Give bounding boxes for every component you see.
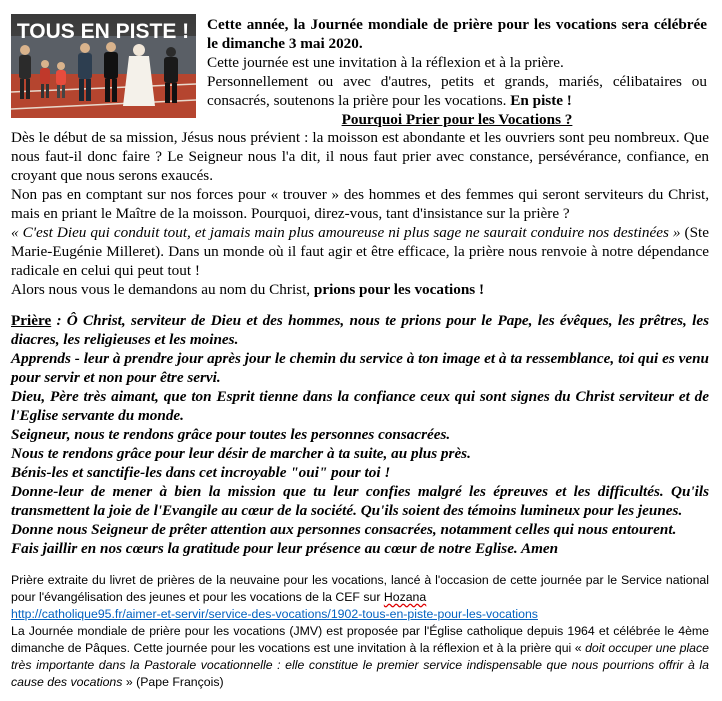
body-call-bold: prions pour les vocations !: [313, 281, 485, 298]
prayer-label: Prière: [11, 312, 52, 329]
prayer-intro-text: : Ô Christ, serviteur de Dieu et des hommes, nous te prions pour le Pape, les évêques, les prêtres, les diacres, les religieuses et les moines.: [11, 312, 709, 348]
prayer-intro: [11, 311, 709, 349]
prayer-line: Seigneur, nous te rendons grâce pour toutes les personnes consacrées.: [11, 426, 451, 443]
header-title: Cette année, la Journée mondiale de prière pour les vocations sera célébrée le dimanche 3 mai 2020.: [207, 16, 707, 52]
prayer-block: [11, 311, 709, 558]
body-paragraph-2: Non pas en comptant sur nos forces pour « trouver » des hommes et des femmes qui seront serviteurs du Christ, mais en priant le Maître de la moisson. Pourquoi, direz-vous, tant d'insistance sur la prière ?: [11, 186, 709, 222]
photo-caption: TOUS EN PISTE !: [16, 20, 190, 43]
body-paragraph-1: Dès le début de sa mission, Jésus nous prévient : la moisson est abondante et les ouvriers sont peu nombreux. Que nous faut-il donc faire ? Le Seigneur nous l'a dit, il nous faut prier avec constance, persévérance, confiance, en croyant que nous serons exaucés.: [11, 129, 709, 184]
body-block: [11, 128, 709, 299]
source-hozana: Hozana: [383, 590, 427, 604]
body-paragraph-4: [11, 280, 709, 299]
prayer-line: Bénis-les et sanctifie-les dans cet incroyable "oui" pour toi !: [11, 464, 391, 481]
header-support-text: Personnellement ou avec d'autres, petits et grands, mariés, célibataires ou consacrés, soutenons la prière pour les vocations.: [207, 73, 707, 109]
jmv-quote: doit occuper une place très importante dans la Pastorale vocationnelle : elle constitue le premier service indispensable que nous pourrions offrir à la cause des vocations: [11, 641, 709, 689]
body-quote: « C'est Dieu qui conduit tout, et jamais main plus amoureuse ni plus sage ne saurait conduire nos destinées »: [11, 224, 681, 241]
source-link-line: [11, 606, 709, 623]
prayer-line: Apprends - leur à prendre jour après jour le chemin du service à ton image et à ta ressemblance, toi qui es venu pour servir et non pour être servi.: [11, 350, 709, 386]
source-paragraph: [11, 572, 709, 606]
prayer-line: Fais jaillir en nos cœurs la gratitude pour leur présence au cœur de notre Eglise. Amen: [11, 540, 559, 557]
jmv-paragraph: [11, 623, 709, 691]
prayer-line: Nous te rendons grâce pour leur désir de marcher à ta suite, au plus près.: [11, 445, 471, 462]
header-support-bold: En piste !: [510, 92, 572, 109]
source-block: [11, 572, 709, 691]
body-call: Alors nous vous le demandons au nom du Christ,: [11, 281, 311, 298]
body-paragraph-3: [11, 223, 709, 280]
header-subtitle: Pourquoi Prier pour les Vocations ?: [341, 111, 573, 128]
header-invitation: Cette journée est une invitation à la réflexion et à la prière.: [207, 54, 564, 71]
header-photo: [11, 14, 196, 118]
prayer-line: Dieu, Père très aimant, que ton Esprit tienne dans la confiance ceux qui sont signes du Christ serviteur et de l'Eglise servante du monde.: [11, 388, 709, 424]
source-link[interactable]: http://catholique95.fr/aimer-et-servir/service-des-vocations/1902-tous-en-piste-pour-les-vocations: [11, 607, 538, 621]
prayer-line: Donne nous Seigneur de prêter attention aux personnes consacrées, notamment celles qui nous entourent.: [11, 521, 677, 538]
jmv-end: » (Pape François): [125, 675, 224, 689]
prayer-line: Donne-leur de mener à bien la mission que tu leur confies malgré les épreuves et les difficultés. Qu'ils transmettent la joie de l'Evangile au cœur de la société. Qu'ils soient des témoins lumineux pour les jeunes.: [11, 483, 709, 519]
body-quote-rest: (Ste Marie-Eugénie Milleret). Dans un monde où il faut agir et être efficace, la prière nous renvoie à notre dépendance radicale en celui qui peut tout !: [11, 224, 710, 279]
source-text: Prière extraite du livret de prières de la neuvaine pour les vocations, lancé à l'occasion de cette journée par le Service national pour l'évangélisation des jeunes et pour les vocations de la CEF sur: [11, 573, 709, 604]
header-support: [207, 72, 707, 110]
jmv-text: La Journée mondiale de prière pour les vocations (JMV) est proposée par l'Église catholique depuis 1964 et célébrée le 4ème dimanche de Pâques. Cette journée pour les vocations est une invitation à la réflexion et à la prière qui «: [11, 624, 709, 655]
header-block: [207, 15, 707, 129]
